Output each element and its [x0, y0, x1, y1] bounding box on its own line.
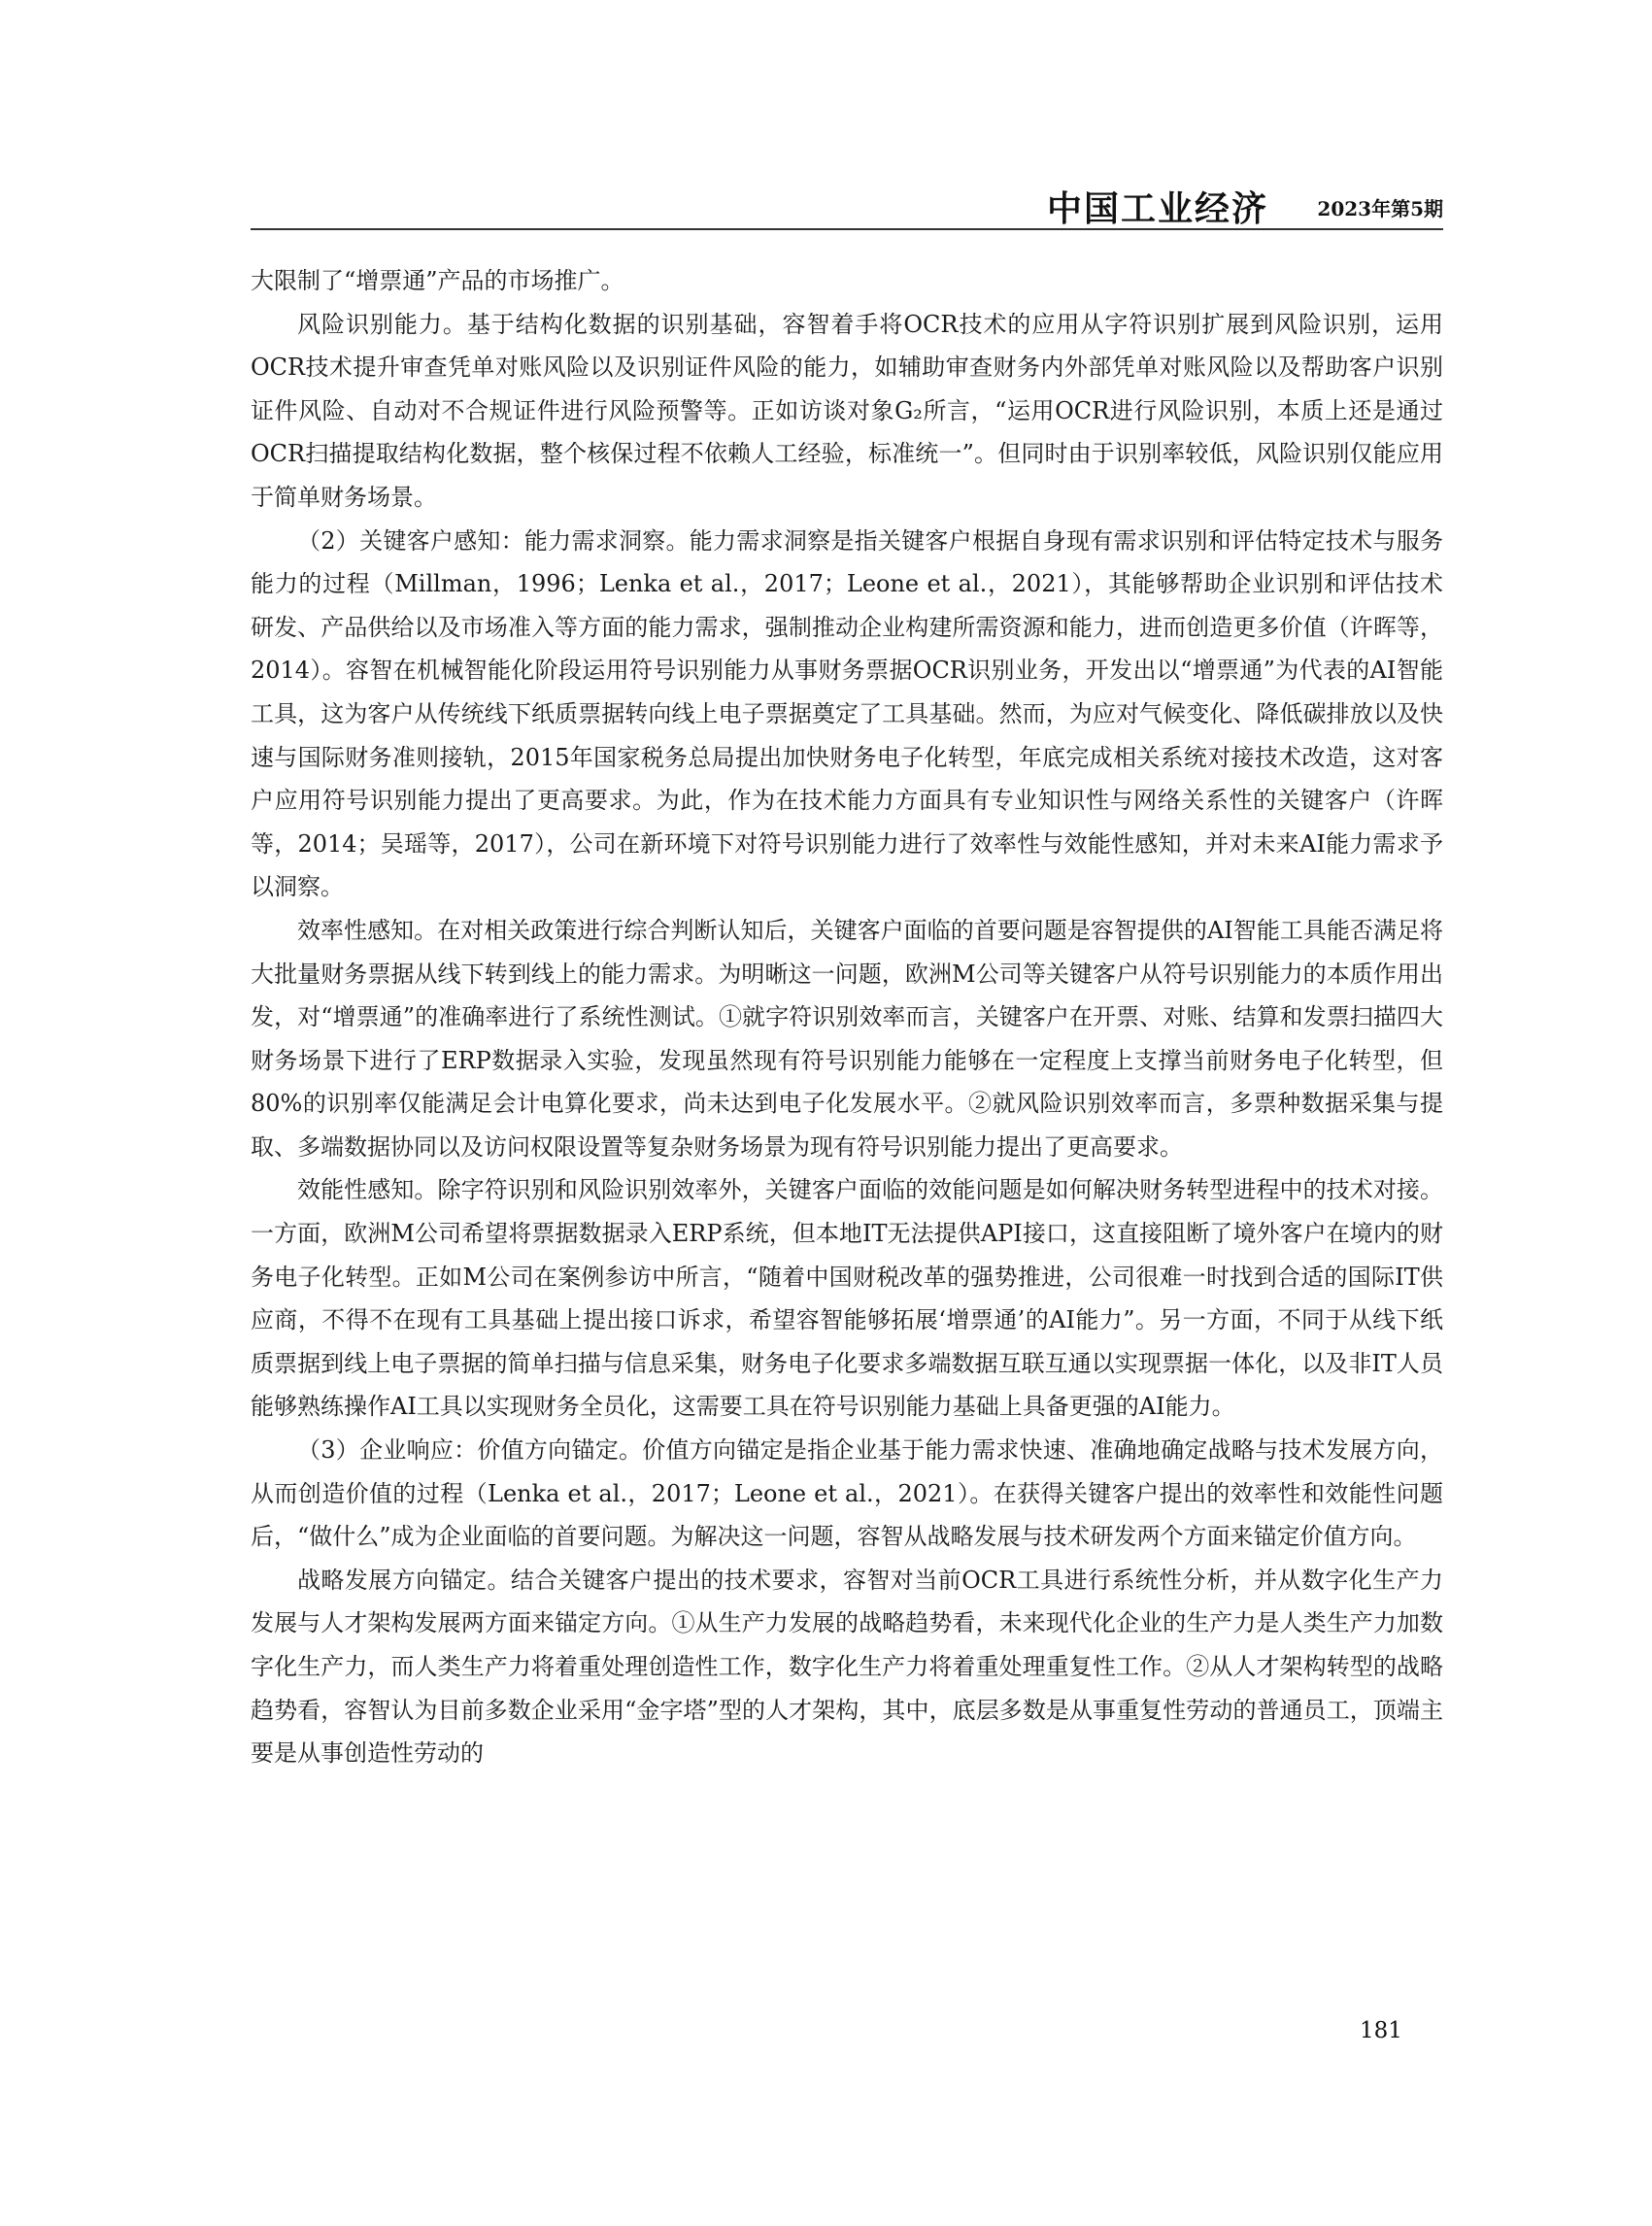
article-body	[251, 259, 1443, 1775]
paragraph: 效能性感知。除字符识别和风险识别效率外，关键客户面临的效能问题是如何解决财务转型进程中的技术对接。一方面，欧洲M公司希望将票据数据录入ERP系统，但本地IT无法提供API接口，这直接阻断了境外客户在境内的财务电子化转型。正如M公司在案例参访中所言，“随着中国财税改革的强势推进，公司很难一时找到合适的国际IT供应商，不得不在现有工具基础上提出接口诉求，希望容智能够拓展‘增票通’的AI能力”。另一方面，不同于从线下纸质票据到线上电子票据的简单扫描与信息采集，财务电子化要求多端数据互联互通以实现票据一体化，以及非IT人员能够熟练操作AI工具以实现财务全员化，这需要工具在符号识别能力基础上具备更强的AI能力。	[251, 1176, 1443, 1421]
paragraph: 战略发展方向锚定。结合关键客户提出的技术要求，容智对当前OCR工具进行系统性分析，并从数字化生产力发展与人才架构发展两方面来锚定方向。①从生产力发展的战略趋势看，未来现代化企业的生产力是人类生产力加数字化生产力，而人类生产力将着重处理创造性工作，数字化生产力将着重处理重复性工作。②从人才架构转型的战略趋势看，容智认为目前多数企业采用“金字塔”型的人才架构，其中，底层多数是从事重复性劳动的普通员工，顶端主要是从事创造性劳动的	[251, 1566, 1443, 1768]
paragraph: 风险识别能力。基于结构化数据的识别基础，容智着手将OCR技术的应用从字符识别扩展到风险识别，运用OCR技术提升审查凭单对账风险以及识别证件风险的能力，如辅助审查财务内外部凭单对账风险以及帮助客户识别证件风险、自动对不合规证件进行风险预警等。正如访谈对象G₂所言，“运用OCR进行风险识别，本质上还是通过OCR扫描提取结构化数据，整个核保过程不依赖人工经验，标准统一”。但同时由于识别率较低，风险识别仅能应用于简单财务场景。	[251, 310, 1443, 511]
paragraph: （2）关键客户感知：能力需求洞察。能力需求洞察是指关键客户根据自身现有需求识别和评估特定技术与服务能力的过程（Millman，1996；Lenka et al.，2017；Leone et al.，2021），其能够帮助企业识别和评估技术研发、产品供给以及市场准入等方面的能力需求，强制推动企业构建所需资源和能力，进而创造更多价值（许晖等，2014）。容智在机械智能化阶段运用符号识别能力从事财务票据OCR识别业务，开发出以“增票通”为代表的AI智能工具，这为客户从传统线下纸质票据转向线上电子票据奠定了工具基础。然而，为应对气候变化、降低碳排放以及快速与国际财务准则接轨，2015年国家税务总局提出加快财务电子化转型，年底完成相关系统对接技术改造，这对客户应用符号识别能力提出了更高要求。为此，作为在技术能力方面具有专业知识性与网络关系性的关键客户（许晖等，2014；吴瑶等，2017），公司在新环境下对符号识别能力进行了效率性与效能性感知，并对未来AI能力需求予以洞察。	[251, 526, 1443, 901]
issue-label: 2023年第5期	[1317, 197, 1443, 220]
paragraph: （3）企业响应：价值方向锚定。价值方向锚定是指企业基于能力需求快速、准确地确定战略与技术发展方向，从而创造价值的过程（Lenka et al.，2017；Leone et al.，2021）。在获得关键客户提出的效率性和效能性问题后，“做什么”成为企业面临的首要问题。为解决这一问题，容智从战略发展与技术研发两个方面来锚定价值方向。	[251, 1436, 1443, 1551]
page-number: 181	[1360, 2018, 1402, 2043]
paragraph: 大限制了“增票通”产品的市场推广。	[251, 267, 624, 294]
paragraph: 效率性感知。在对相关政策进行综合判断认知后，关键客户面临的首要问题是容智提供的AI智能工具能否满足将大批量财务票据从线下转到线上的能力需求。为明晰这一问题，欧洲M公司等关键客户从符号识别能力的本质作用出发，对“增票通”的准确率进行了系统性测试。①就字符识别效率而言，关键客户在开票、对账、结算和发票扫描四大财务场景下进行了ERP数据录入实验，发现虽然现有符号识别能力能够在一定程度上支撑当前财务电子化转型，但80%的识别率仅能满足会计电算化要求，尚未达到电子化发展水平。②就风险识别效率而言，多票种数据采集与提取、多端数据协同以及访问权限设置等复杂财务场景为现有符号识别能力提出了更高要求。	[251, 916, 1443, 1161]
journal-name: 中国工业经济	[1046, 188, 1268, 229]
running-header	[251, 180, 1443, 230]
